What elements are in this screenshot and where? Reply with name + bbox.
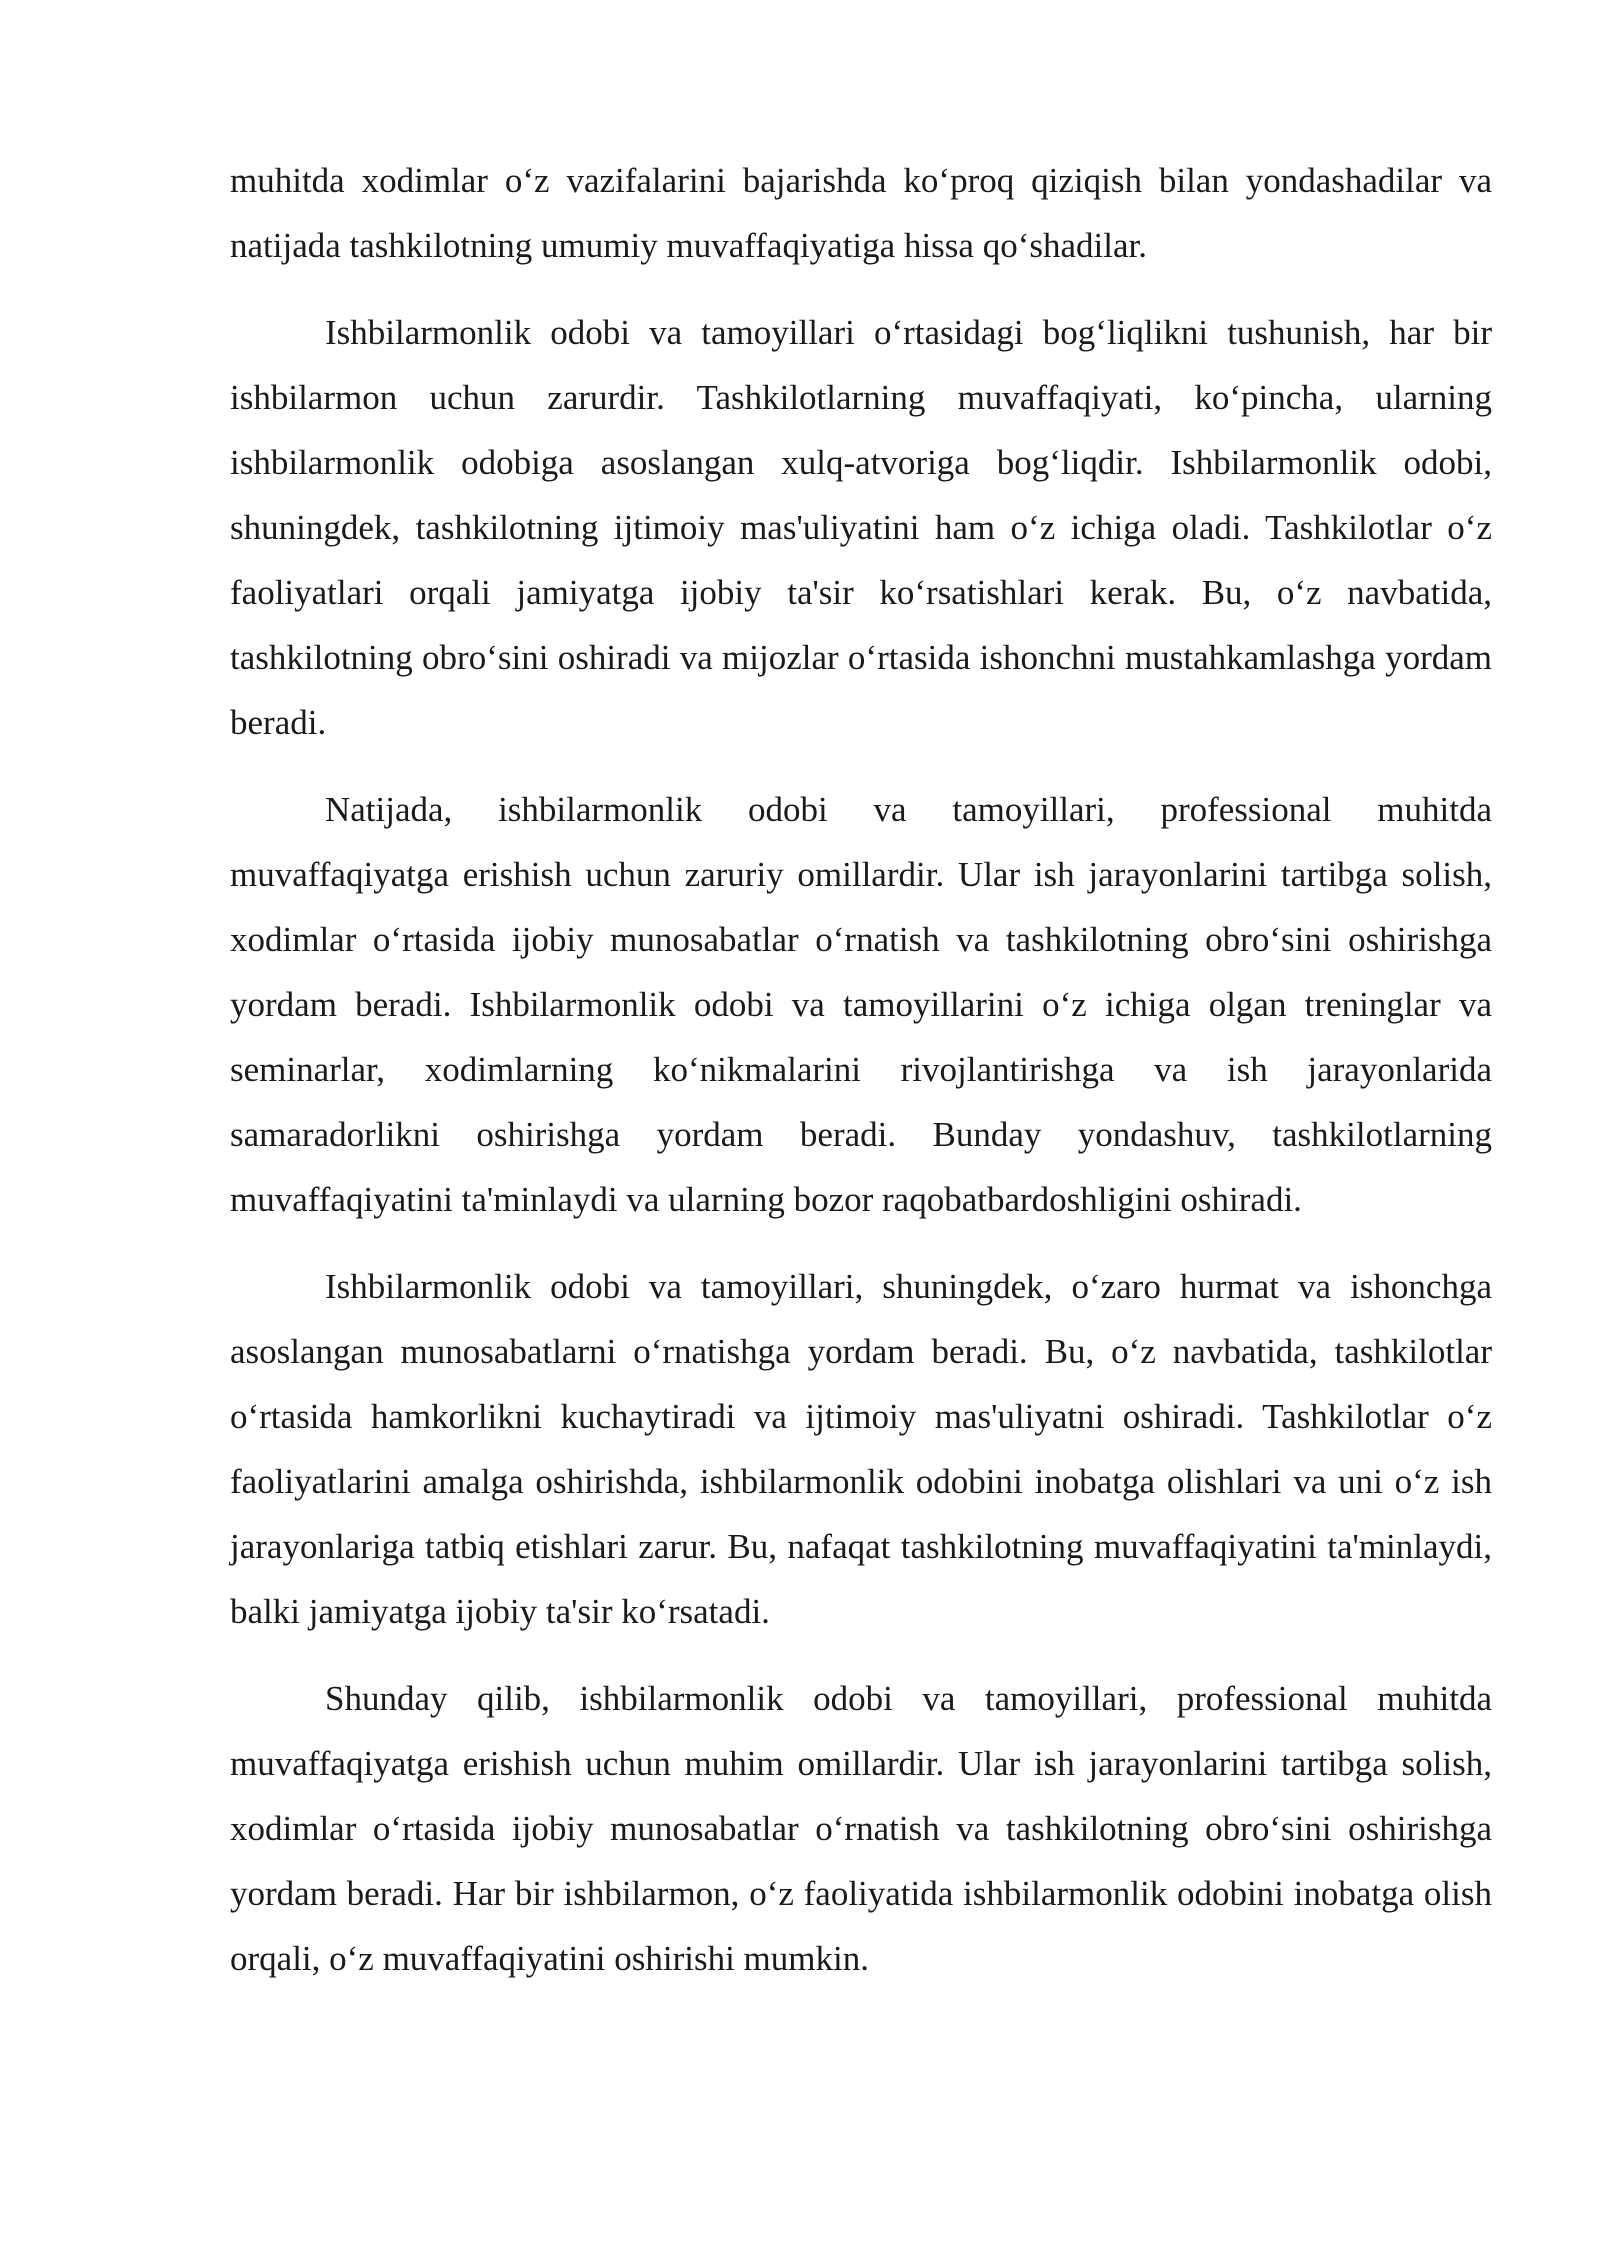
paragraph: Shunday qilib, ishbilarmonlik odobi va tamoyillari, professional muhitda muvaffaqiyatga erishish uchun muhim omillardir. Ular ish jarayonlarini tartibga solish, xodimlar o‘rtasida ijobiy munosabatlar o‘rnatish va tashkilotning obro‘sini oshirishga yordam beradi. Har bir ishbilarmon, o‘z faoliyatida ishbilarmonlik odobini inobatga olish orqali, o‘z muvaffaqiyatini oshirishi mumkin. [230,1679,1492,1978]
document-body [230,148,1492,2013]
paragraph: Natijada, ishbilarmonlik odobi va tamoyillari, professional muhitda muvaffaqiyatga erishish uchun zaruriy omillardir. Ular ish jarayonlarini tartibga solish, xodimlar o‘rtasida ijobiy munosabatlar o‘rnatish va tashkilotning obro‘sini oshirishga yordam beradi. Ishbilarmonlik odobi va tamoyillarini o‘z ichiga olgan treninglar va seminarlar, xodimlarning ko‘nikmalarini rivojlantirishga va ish jarayonlarida samaradorlikni oshirishga yordam beradi. Bunday yondashuv, tashkilotlarning muvaffaqiyatini ta'minlaydi va ularning bozor raqobatbardoshligini oshiradi. [230,790,1492,1219]
paragraph: Ishbilarmonlik odobi va tamoyillari, shuningdek, o‘zaro hurmat va ishonchga asoslangan munosabatlarni o‘rnatishga yordam beradi. Bu, o‘z navbatida, tashkilotlar o‘rtasida hamkorlikni kuchaytiradi va ijtimoiy mas'uliyatni oshiradi. Tashkilotlar o‘z faoliyatlarini amalga oshirishda, ishbilarmonlik odobini inobatga olishlari va uni o‘z ish jarayonlariga tatbiq etishlari zarur. Bu, nafaqat tashkilotning muvaffaqiyatini ta'minlaydi, balki jamiyatga ijobiy ta'sir ko‘rsatadi. [230,1267,1492,1631]
paragraph: Ishbilarmonlik odobi va tamoyillari o‘rtasidagi bog‘liqlikni tushunish, har bir ishbilarmon uchun zarurdir. Tashkilotlarning muvaffaqiyati, ko‘pincha, ularning ishbilarmonlik odobiga asoslangan xulq-atvoriga bog‘liqdir. Ishbilarmonlik odobi, shuningdek, tashkilotning ijtimoiy mas'uliyatini ham o‘z ichiga oladi. Tashkilotlar o‘z faoliyatlari orqali jamiyatga ijobiy ta'sir ko‘rsatishlari kerak. Bu, o‘z navbatida, tashkilotning obro‘sini oshiradi va mijozlar o‘rtasida ishonchni mustahkamlashga yordam beradi. [230,313,1492,742]
paragraph-continued: muhitda xodimlar o‘z vazifalarini bajarishda ko‘proq qiziqish bilan yondashadilar va natijada tashkilotning umumiy muvaffaqiyatiga hissa qo‘shadilar. [230,161,1492,265]
